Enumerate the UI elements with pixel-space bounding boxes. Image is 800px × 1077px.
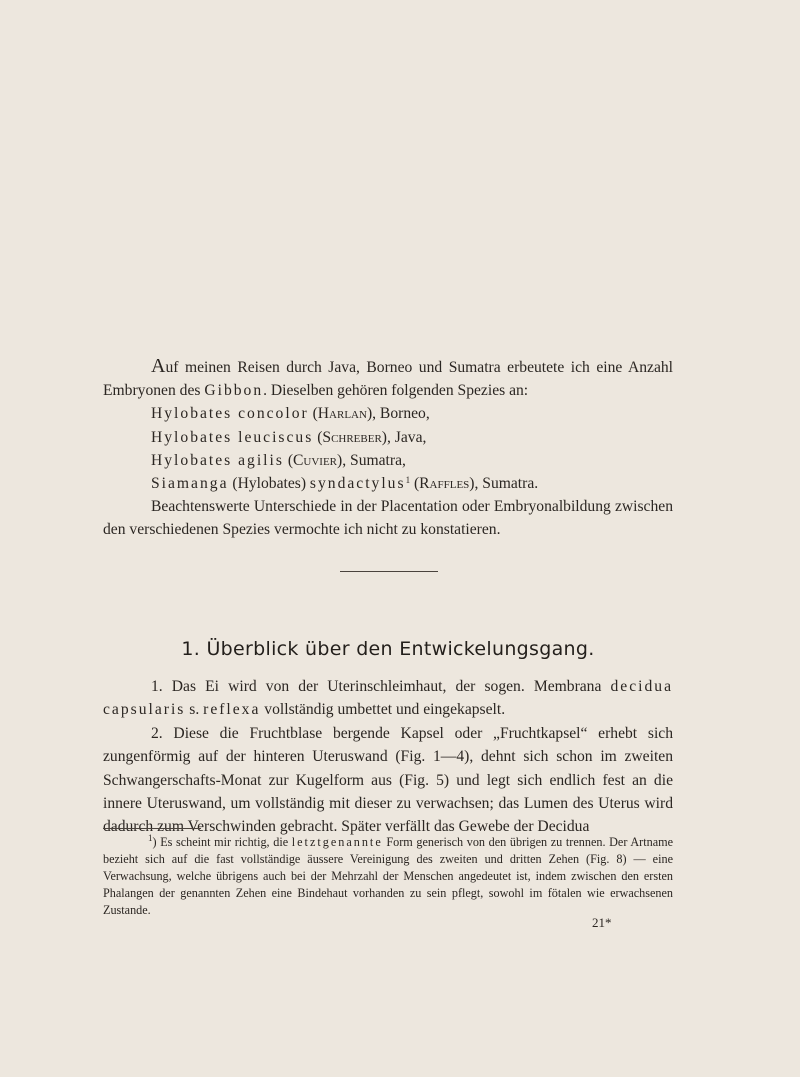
intro-text-end: . Dieselben gehören folgenden Spezies an:	[263, 382, 529, 400]
species-author: Harlan	[317, 405, 367, 423]
footnote-part: Form generisch von den übrigen zu trennen. Der Artname bezieht sich auf die fast vollständige äussere Vereinigung des zweiten und dritten Zehen (Fig. 8) — eine Verwachsung, welche übrigens auch bei der Mehrzahl der Menschen angedeutet ist, indem zwischen den ersten Phalangen der genannten Zehen eine Bindehaut vorhanden zu sein pflegt, sowohl im fötalen wie erwachsenen Zustande.	[103, 835, 673, 917]
species-author: Schreber	[322, 428, 382, 446]
body-text: 1. Das Ei wird von der Uterinschleimhaut, der sogen. Membrana	[151, 678, 611, 695]
species-name: Hylobates agilis	[151, 451, 284, 469]
gibbon-word: Gibbon	[204, 382, 264, 400]
footnote-text	[103, 834, 673, 919]
species-name: Hylobates concolor	[151, 405, 309, 423]
body-paragraph-1	[103, 675, 673, 722]
footnote-part: ) Es scheint mir richtig, die	[152, 835, 292, 849]
section-divider	[340, 571, 438, 572]
species-author: Cuvier	[293, 451, 338, 469]
footnote	[103, 834, 673, 919]
species-subgenus: (Hylobates)	[228, 475, 310, 493]
species-item: Hylobates concolor (Harlan), Borneo,	[151, 405, 430, 423]
footnote-marker: 1	[405, 475, 411, 486]
species-item: Hylobates agilis (Cuvier), Sumatra,	[151, 451, 406, 469]
drop-cap: A	[151, 355, 166, 377]
section-heading: 1. Überblick über den Entwickelungsgang.	[181, 638, 595, 660]
species-epithet: syndactylus	[309, 475, 406, 493]
page-number: 21*	[592, 915, 612, 930]
species-place: ), Sumatra.	[469, 475, 539, 493]
intro-paragraph	[103, 355, 673, 402]
body-text: vollständig umbettet und eingekapselt.	[260, 701, 506, 719]
species-place: ), Borneo,	[366, 405, 430, 423]
term-reflexa: reflexa	[203, 701, 261, 719]
species-item: Siamanga (Hylobates) syndactylus$^1$ (Raffles), Sumatra.	[151, 475, 539, 493]
intro-section	[103, 355, 673, 542]
intro-text: uf meinen Reisen durch Java, Borneo und Sumatra erbeutete ich eine Anzahl Embryonen des	[103, 359, 673, 400]
body-text: s.	[185, 701, 204, 719]
body-section	[103, 675, 673, 839]
footnote-number: 1	[148, 833, 153, 843]
species-item: Hylobates leuciscus (Schreber), Java,	[151, 428, 427, 446]
term-decidua: decidua capsularis	[103, 678, 673, 719]
intro-conclusion: Beachtenswerte Unterschiede in der Placentation oder Embryonalbildung zwischen den verschiedenen Spezies vermochte ich nicht zu konstatieren.	[103, 498, 673, 539]
footnote-divider	[103, 828, 201, 829]
body-paragraph-2: 2. Diese die Fruchtblase bergende Kapsel oder „Fruchtkapsel“ erhebt sich zungenförmig auf der hinteren Uteruswand (Fig. 1—4), dehnt sich schon im zweiten Schwangerschafts-Monat zur Kugelform aus (Fig. 5) und legt sich endlich fest an die innere Uteruswand, um vollständig mit dieser zu verwachsen; das Lumen des Uterus wird dadurch zum Verschwinden gebracht. Später verfällt das Gewebe der Decidua	[103, 724, 673, 836]
footnote-emph: letztgenannte	[291, 835, 383, 849]
species-author: Raffles	[419, 475, 470, 493]
species-place: ), Sumatra,	[337, 451, 406, 469]
species-name: Siamanga	[151, 475, 229, 493]
species-place: ), Java,	[381, 428, 427, 446]
species-name: Hylobates leuciscus	[151, 428, 314, 446]
